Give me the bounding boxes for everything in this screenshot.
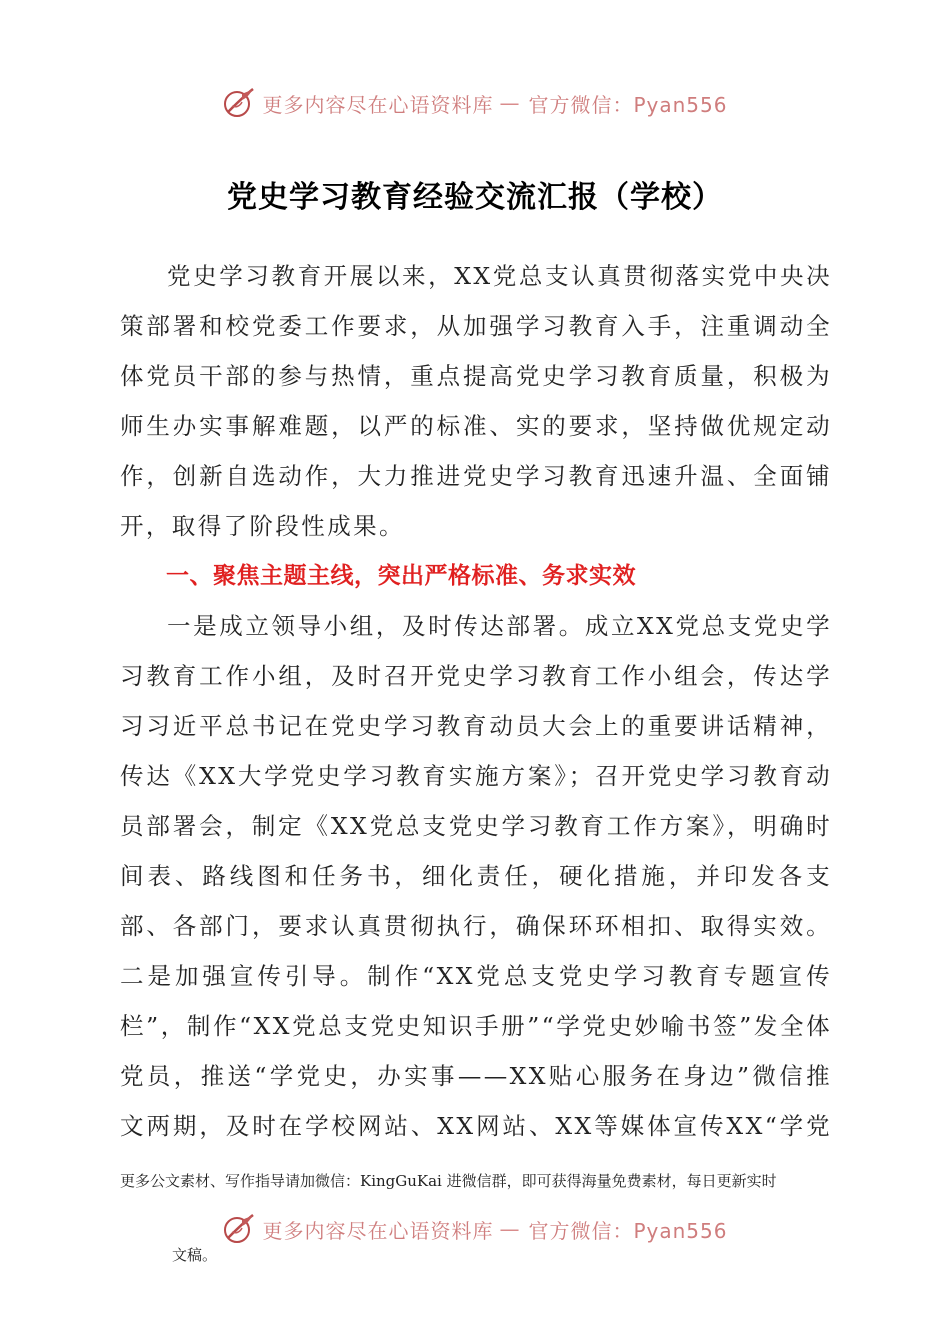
quill-logo-icon <box>222 1212 256 1246</box>
quill-logo-icon <box>222 86 256 120</box>
watermark-dash: — <box>499 91 521 115</box>
watermark-suffix: 官方微信：Pyan556 <box>528 1218 728 1243</box>
watermark-dash: — <box>499 1217 521 1241</box>
section-heading-1: 一、聚焦主题主线，突出严格标准、务求实效 <box>166 563 636 589</box>
footer-note: 更多公文素材、写作指导请加微信：KingGuKai 进微信群，即可获得海量免费素材，每日更新实时 <box>120 1172 777 1190</box>
watermark-suffix: 官方微信：Pyan556 <box>528 92 728 117</box>
watermark-bottom <box>0 1212 950 1246</box>
watermark-prefix: 更多内容尽在心语资料库 <box>262 1218 494 1243</box>
watermark-top <box>0 86 950 120</box>
section-1-paragraph: 一是成立领导小组，及时传达部署。成立XX党总支党史学习教育工作小组，及时召开党史学习教育工作小组会，传达学习习近平总书记在党史学习教育动员大会上的重要讲话精神，传达《XX大学党史学习教育实施方案》；召开党史学习教育动员部署会，制定《XX党总支党史学习教育工作方案》，明确时间表、路线图和任务书，细化责任，硬化措施，并印发各支部、各部门，要求认真贯彻执行，确保环环相扣、取得实效。二是加强宣传引导。制作“XX党总支党史学习教育专题宣传栏”，制作“XX党总支党史知识手册”“学党史妙喻书签”发全体党员，推送“学党史，办实事——XX贴心服务在身边”微信推文两期，及时在学校网站、XX网站、XX等媒体宣传XX“学党 <box>120 612 832 1140</box>
watermark-prefix: 更多内容尽在心语资料库 <box>262 92 494 117</box>
document-body <box>120 251 840 1151</box>
document-title: 党史学习教育经验交流汇报（学校） <box>227 180 723 215</box>
footer-tail: 文稿。 <box>172 1246 218 1264</box>
intro-paragraph: 党史学习教育开展以来，XX党总支认真贯彻落实党中央决策部署和校党委工作要求，从加强学习教育入手，注重调动全体党员干部的参与热情，重点提高党史学习教育质量，积极为师生办实事解难题，以严的标准、实的要求，坚持做优规定动作，创新自选动作，大力推进党史学习教育迅速升温、全面铺开，取得了阶段性成果。 <box>120 262 832 540</box>
